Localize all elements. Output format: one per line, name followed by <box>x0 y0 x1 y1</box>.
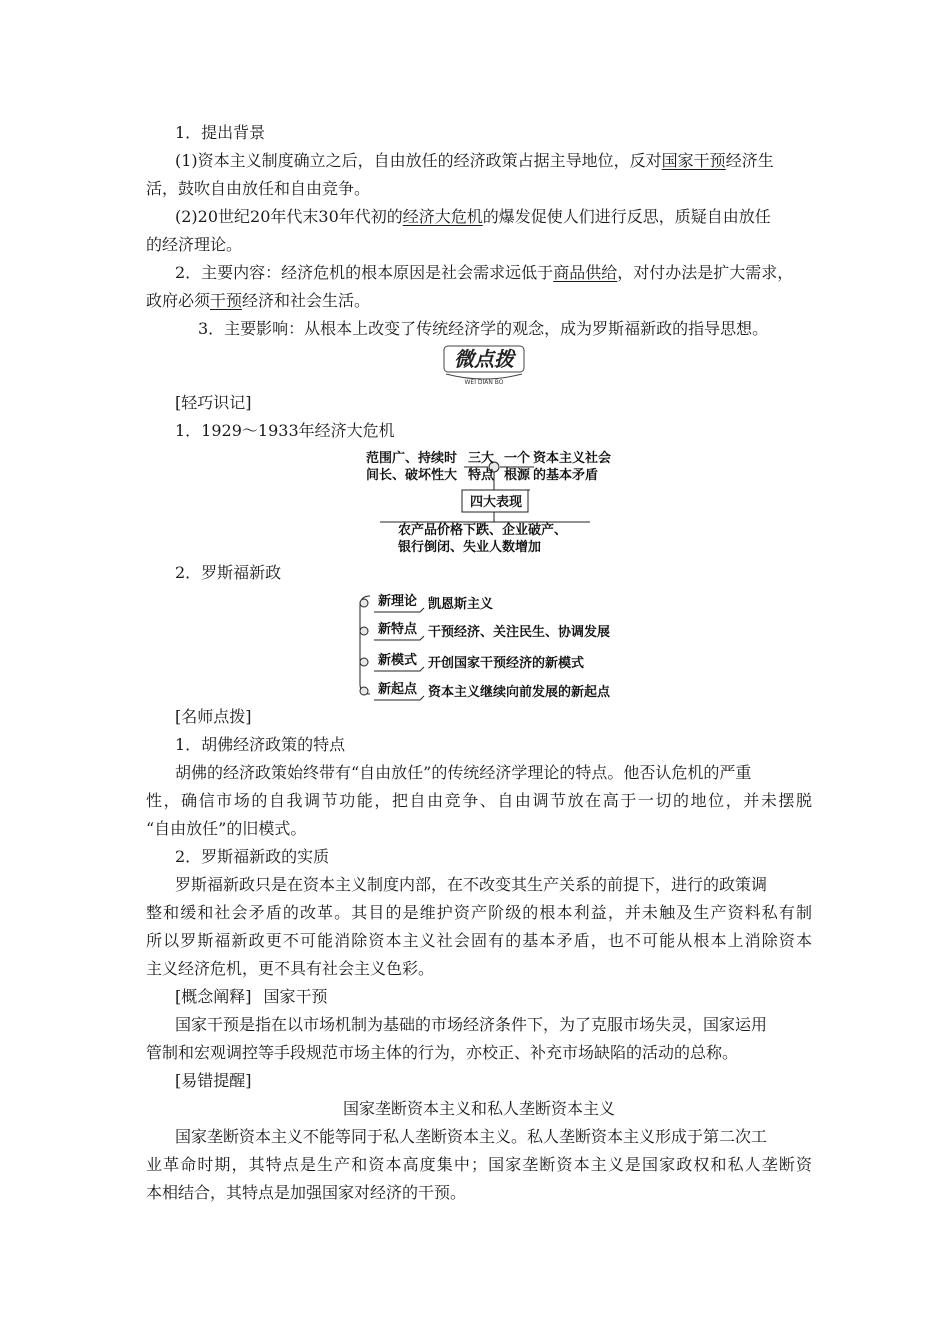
heading-background: 1．提出背景 <box>175 123 266 142</box>
section-tag: [易错提醒] <box>175 1071 252 1090</box>
paragraph-line: 管制和宏观调控等手段规范市场主体的行为，亦校正、补充市场缺陷的活动的总称。 <box>146 1043 739 1062</box>
new-deal-value-1: 凯恩斯主义 <box>428 597 494 612</box>
wei-dian-bo-logo <box>436 340 532 388</box>
diagram-box-label: 四大表现 <box>470 495 523 510</box>
paragraph-line <box>175 150 774 172</box>
paragraph-line: 胡佛的经济政策始终带有“自由放任”的传统经济学理论的特点。他否认危机的严重 <box>175 763 752 782</box>
concept-line <box>175 986 328 1008</box>
logo-title: 微点拨 <box>454 347 514 371</box>
new-deal-key-1: 新理论 <box>378 594 418 609</box>
paragraph-line: 3．主要影响：从根本上改变了传统经济学的观念，成为罗斯福新政的指导思想。 <box>198 319 769 338</box>
heading-new-deal-essence: 2．罗斯福新政的实质 <box>175 847 330 866</box>
underlined-term: 国家干预 <box>661 151 726 170</box>
underlined-term: 经济大危机 <box>402 207 483 226</box>
paragraph-line <box>146 290 370 312</box>
diagram-bottom-text-1: 农产品价格下跌、企业破产、 <box>398 523 568 538</box>
paragraph-line: 整和缓和社会矛盾的改革。其目的是维护资产阶级的根本利益，并未触及生产资料私有制 <box>146 903 812 922</box>
diagram-left-text-2: 间长、破坏性大 <box>366 468 458 483</box>
section-tag: [概念阐释] <box>175 987 252 1006</box>
section-tag: [轻巧识记] <box>175 393 252 412</box>
concept-term: 国家干预 <box>263 987 328 1006</box>
text-run: (1)资本主义制度确立之后，自由放任的经济政策占据主导地位，反对 <box>175 151 662 170</box>
section-title: 国家垄断资本主义和私人垄断资本主义 <box>342 1099 615 1118</box>
heading-crisis: 1．1929～1933年经济大危机 <box>175 421 395 440</box>
text-run: 经济生 <box>725 151 774 170</box>
paragraph-line: 国家干预是指在以市场机制为基础的市场经济条件下，为了克服市场失灵，国家运用 <box>175 1015 768 1034</box>
new-deal-value-4: 资本主义继续向前发展的新起点 <box>428 685 611 700</box>
heading-hoover: 1．胡佛经济政策的特点 <box>175 735 346 754</box>
diagram-right-text-2: 的基本矛盾 <box>533 468 599 483</box>
new-deal-value-2: 干预经济、关注民生、协调发展 <box>428 625 611 640</box>
heading-new-deal: 2．罗斯福新政 <box>175 563 282 582</box>
logo-subtitle: WEI DIAN BO <box>464 379 504 386</box>
paragraph-line <box>175 262 793 284</box>
paragraph-line: 活，鼓吹自由放任和自由竞争。 <box>146 179 371 198</box>
text-run: 政府必须 <box>146 291 211 310</box>
underlined-term: 商品供给 <box>553 263 618 282</box>
underlined-term: 干预 <box>210 291 243 310</box>
new-deal-value-3: 开创国家干预经济的新模式 <box>428 656 585 671</box>
section-tag: [名师点拨] <box>175 707 252 726</box>
text-run: ，对付办法是扩大需求， <box>617 263 794 282</box>
paragraph-line: 主义经济危机，更不具有社会主义色彩。 <box>146 959 435 978</box>
text-run: (2)20世纪20年代末30年代初的 <box>175 207 403 226</box>
diagram-bottom-text-2: 银行倒闭、失业人数增加 <box>398 540 542 555</box>
diagram-mid-text-2: 特点 <box>468 468 495 483</box>
paragraph-line: “自由放任”的旧模式。 <box>146 819 307 838</box>
new-deal-key-3: 新模式 <box>378 653 418 668</box>
paragraph-line: 性，确信市场的自我调节功能，把自由竞争、自由调节放在高于一切的地位，并未摆脱 <box>146 791 812 810</box>
diagram-mid-text-1: 三大 <box>468 451 495 466</box>
paragraph-line: 罗斯福新政只是在资本主义制度内部，在不改变其生产关系的前提下，进行的政策调 <box>175 875 768 894</box>
logo-graphic <box>436 340 532 388</box>
diagram-left-text-1: 范围广、持续时 <box>366 451 458 466</box>
paragraph-line: 业革命时期，其特点是生产和资本高度集中；国家垄断资本主义是国家政权和私人垄断资 <box>146 1155 812 1174</box>
paragraph-line: 本相结合，其特点是加强国家对经济的干预。 <box>146 1183 467 1202</box>
diagram-rmid-text-1: 一个 <box>504 451 531 466</box>
text-run: 经济和社会生活。 <box>242 291 371 310</box>
new-deal-key-4: 新起点 <box>378 682 418 697</box>
diagram-right-text-1: 资本主义社会 <box>533 451 612 466</box>
text-run: 2．主要内容：经济危机的根本原因是社会需求远低于 <box>175 263 554 282</box>
paragraph-line: 国家垄断资本主义不能等同于私人垄断资本主义。私人垄断资本主义形成于第二次工 <box>175 1127 768 1146</box>
paragraph-line: 所以罗斯福新政更不可能消除资本主义社会固有的基本矛盾，也不可能从根本上消除资本 <box>146 931 812 950</box>
text-run: 的爆发促使人们进行反思，质疑自由放任 <box>482 207 771 226</box>
new-deal-key-2: 新特点 <box>378 622 418 637</box>
paragraph-line: 的经济理论。 <box>146 235 243 254</box>
diagram-rmid-text-2: 根源 <box>504 468 531 483</box>
paragraph-line <box>175 206 771 228</box>
